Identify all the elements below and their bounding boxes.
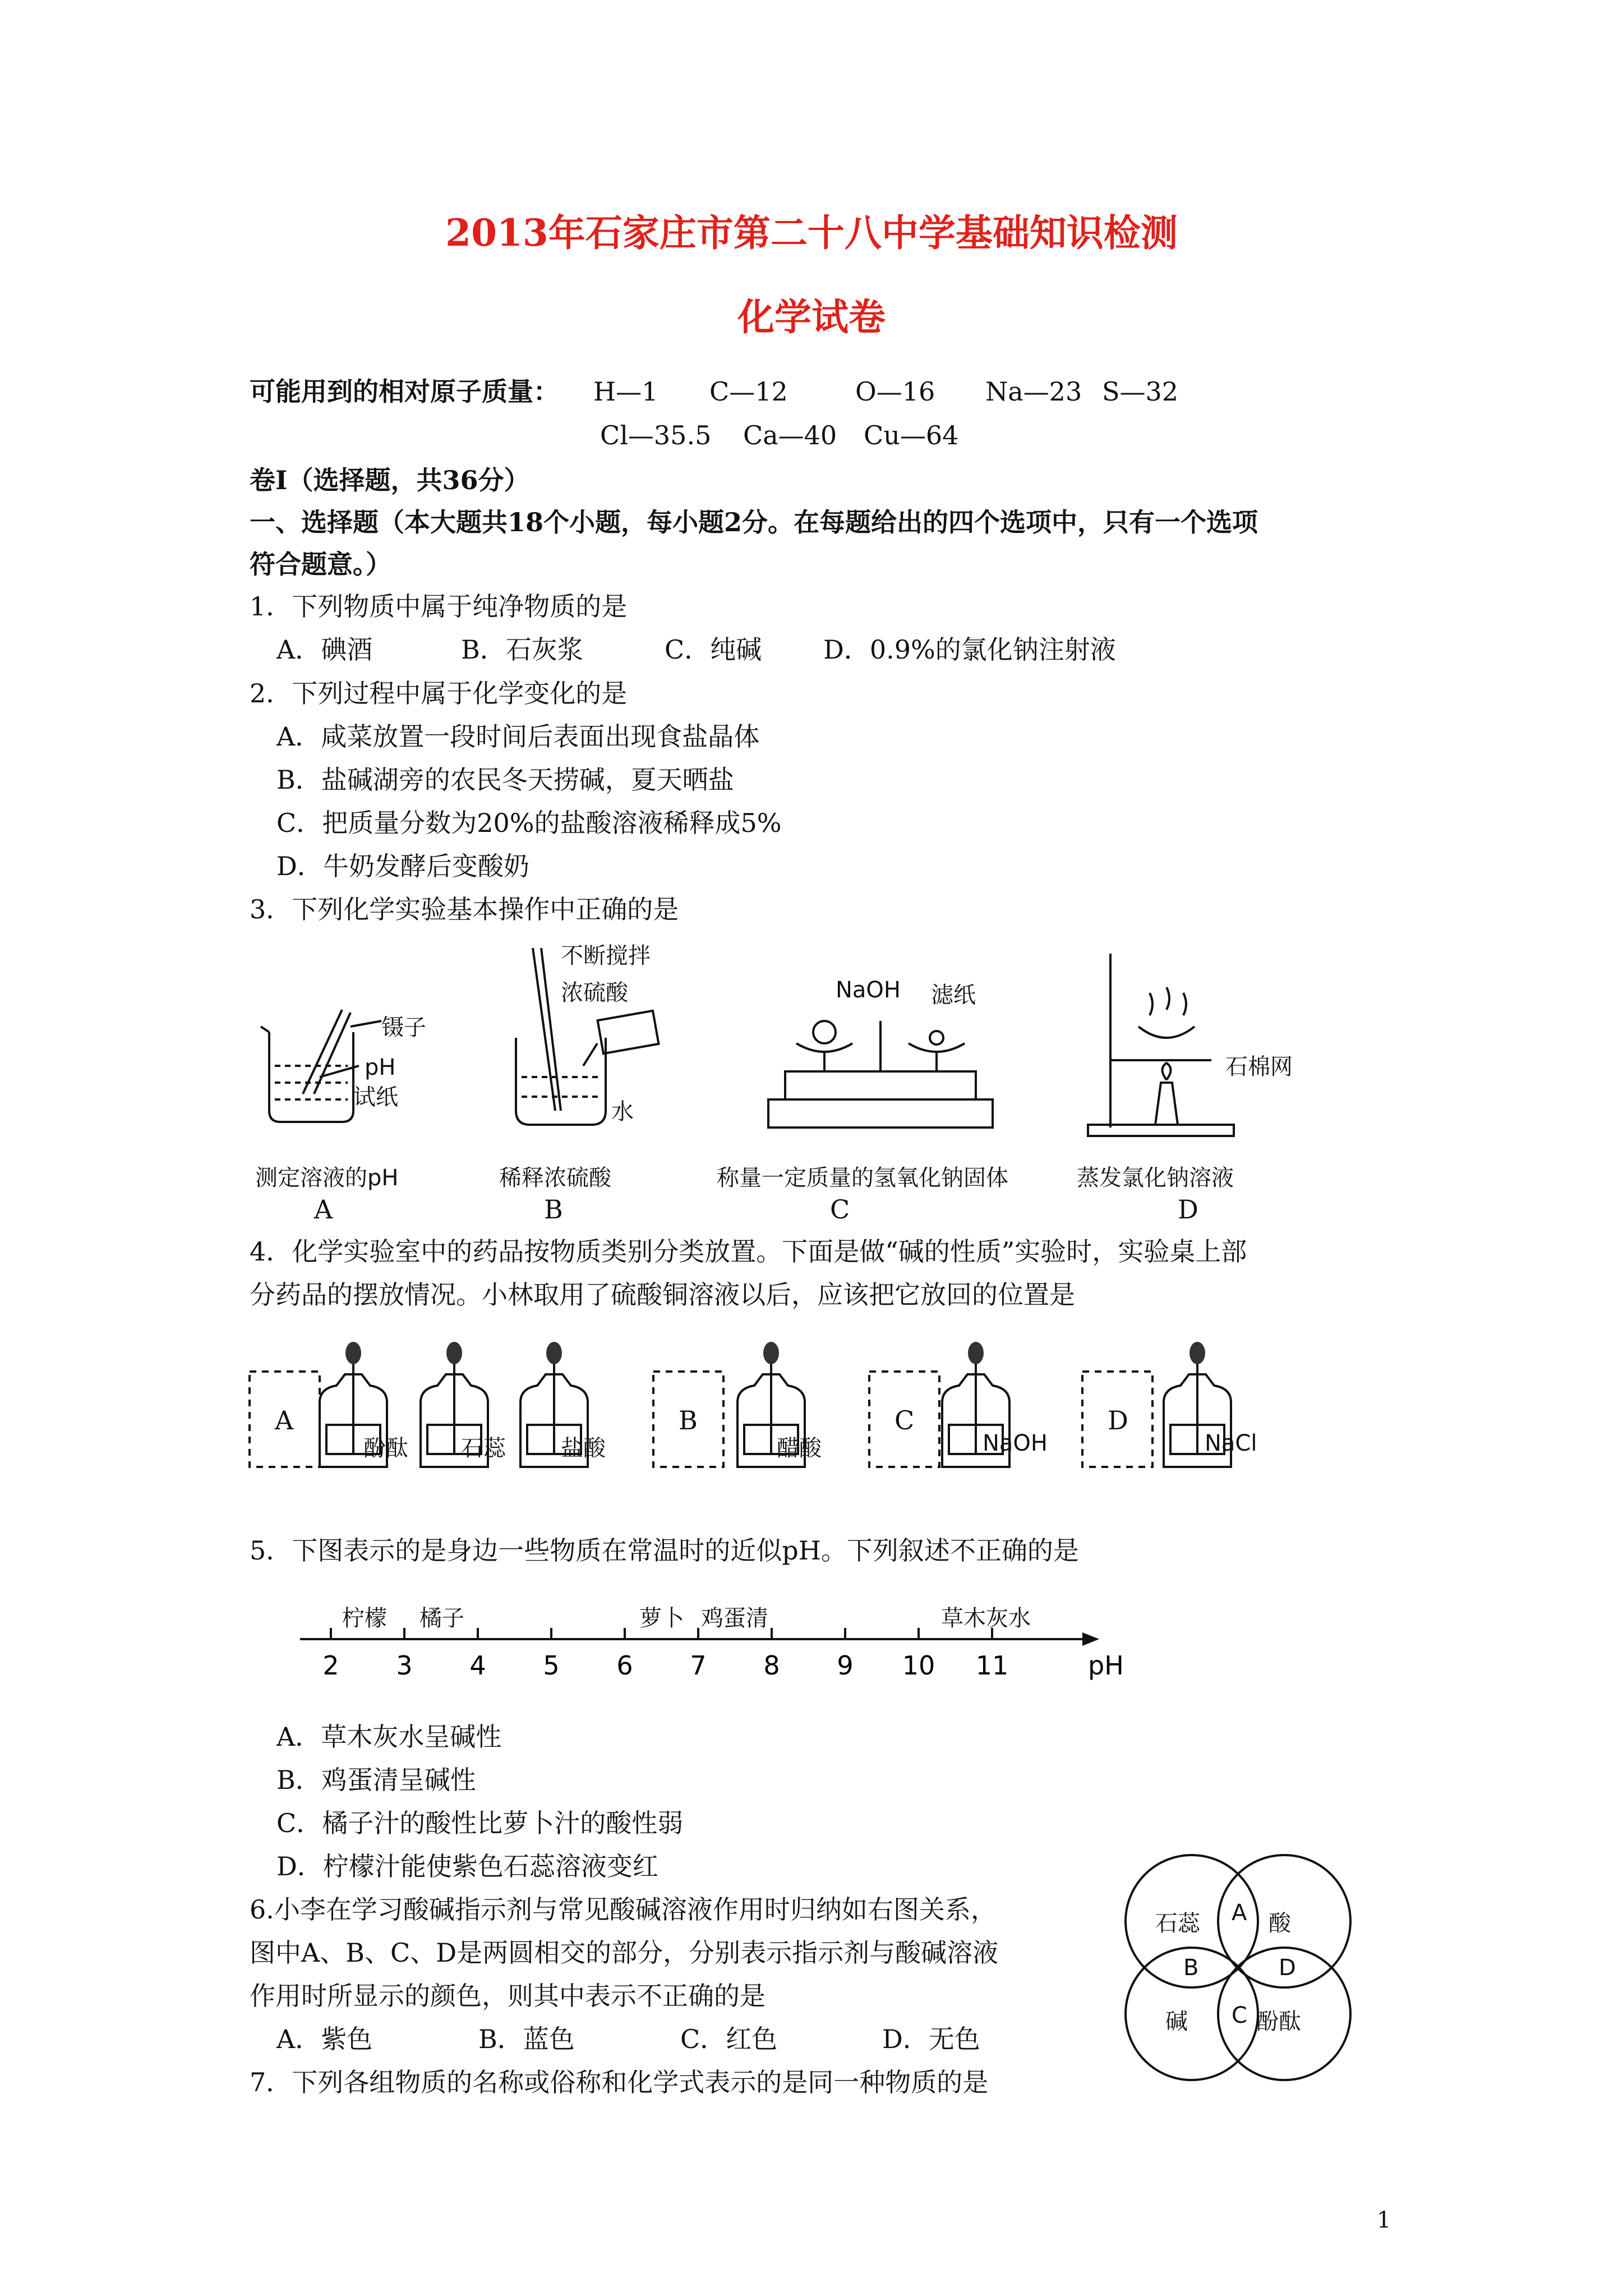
q2-option-a: A．咸菜放置一段时间后表面出现食盐晶体 <box>276 721 760 752</box>
q3-b-letter: B <box>544 1194 563 1225</box>
atomic-mass-h: H—1 <box>593 376 658 407</box>
ph-tick-label: 2 <box>322 1650 339 1681</box>
q3-figure-c-balance <box>763 999 998 1133</box>
q3-c-caption: 称量一定质量的氢氧化钠固体 <box>717 1165 1008 1191</box>
q5-stem: 5．下图表示的是身边一些物质在常温时的近似pH。下列叙述不正确的是 <box>250 1535 1079 1566</box>
q3-figure-b-dilution <box>499 942 684 1133</box>
q6-stem-line1: 6.小李在学习酸碱指示剂与常见酸碱溶液作用时归纳如右图关系， <box>250 1894 997 1925</box>
q1-option-b: B．石灰浆 <box>461 634 583 665</box>
exam-subtitle: 化学试卷 <box>737 295 886 339</box>
q6-region-d: D <box>1279 1955 1296 1981</box>
q4-slot-a: A <box>275 1405 294 1435</box>
q5-substance-egg-white: 鸡蛋清 <box>701 1605 768 1631</box>
q6-circle-phenolphthalein: 酚酞 <box>1256 2009 1301 2035</box>
q6-circle-acid: 酸 <box>1269 1911 1291 1936</box>
q6-circle-base: 碱 <box>1165 2009 1188 2035</box>
q6-option-b: B．蓝色 <box>478 2024 575 2054</box>
q5-option-c: C．橘子汁的酸性比萝卜汁的酸性弱 <box>276 1808 684 1838</box>
q5-option-b: B．鸡蛋清呈碱性 <box>276 1765 476 1795</box>
atomic-mass-na: Na—23 <box>985 376 1082 407</box>
atomic-mass-ca: Ca—40 <box>743 420 837 450</box>
atomic-mass-o: O—16 <box>855 376 935 407</box>
q3-b-label-acid: 浓硫酸 <box>561 980 628 1006</box>
q3-c-letter: C <box>830 1194 850 1225</box>
exam-title: 2013年石家庄市第二十八中学基础知识检测 <box>445 211 1178 255</box>
q4-bottle-hcl: 盐酸 <box>561 1435 606 1461</box>
q6-stem-line3: 作用时所显示的颜色，则其中表示不正确的是 <box>250 1981 766 2011</box>
q3-c-label-filterpaper: 滤纸 <box>931 982 976 1008</box>
q4-stem-line1: 4．化学实验室中的药品按物质类别分类放置。下面是做“碱的性质”实验时，实验桌上部 <box>250 1236 1247 1267</box>
q3-a-caption: 测定溶液的pH <box>255 1165 399 1191</box>
ph-tick-label: 6 <box>616 1650 633 1681</box>
q2-option-b: B．盐碱湖旁的农民冬天捞碱，夏天晒盐 <box>276 765 734 795</box>
ph-tick-label: 5 <box>543 1650 560 1681</box>
q5-substance-orange: 橘子 <box>419 1605 464 1631</box>
q3-a-label-paper: 试纸 <box>353 1084 398 1110</box>
q3-b-label-stir: 不断搅拌 <box>561 943 651 969</box>
ph-unit-label: pH <box>1088 1650 1124 1681</box>
q2-option-d: D．牛奶发酵后变酸奶 <box>276 851 529 881</box>
q4-stem-line2: 分药品的摆放情况。小林取用了硫酸铜溶液以后，应该把它放回的位置是 <box>250 1280 1075 1310</box>
ph-tick-label: 8 <box>763 1650 780 1681</box>
q5-substance-radish: 萝卜 <box>639 1605 684 1631</box>
q4-slot-c: C <box>895 1405 915 1435</box>
q4-bottle-phenolphthalein: 酚酞 <box>363 1435 408 1461</box>
q6-stem-line2: 图中A、B、C、D是两圆相交的部分，分别表示指示剂与酸碱溶液 <box>250 1938 999 1968</box>
q4-bottle-nacl: NaCl <box>1205 1430 1257 1456</box>
q6-circle-litmus: 石蕊 <box>1155 1911 1200 1936</box>
q6-venn-diagram <box>1122 1851 1357 2087</box>
ph-tick-label: 11 <box>975 1650 1009 1681</box>
q3-b-label-water: 水 <box>611 1099 634 1125</box>
q3-stem: 3．下列化学实验基本操作中正确的是 <box>250 894 679 924</box>
q5-substance-lemon: 柠檬 <box>342 1605 387 1631</box>
q3-a-label-ph: pH <box>365 1055 396 1080</box>
atomic-mass-s: S—32 <box>1102 376 1179 407</box>
q1-option-a: A．碘酒 <box>276 634 373 665</box>
q3-a-letter: A <box>314 1194 333 1225</box>
atomic-mass-cu: Cu—64 <box>864 420 959 450</box>
q4-bottle-acetic: 醋酸 <box>777 1435 822 1461</box>
q2-stem: 2．下列过程中属于化学变化的是 <box>250 678 628 708</box>
ph-tick-label: 9 <box>837 1650 854 1681</box>
q5-option-d: D．柠檬汁能使紫色石蕊溶液变红 <box>276 1851 658 1881</box>
ph-tick-label: 10 <box>902 1650 935 1681</box>
q4-slot-d: D <box>1108 1405 1128 1435</box>
section-heading-line1: 一、选择题（本大题共18个小题，每小题2分。在每题给出的四个选项中，只有一个选项 <box>250 507 1258 537</box>
q1-stem: 1．下列物质中属于纯净物质的是 <box>250 591 628 622</box>
atomic-mass-c: C—12 <box>709 376 788 407</box>
part-heading: 卷Ⅰ（选择题，共36分） <box>250 465 530 495</box>
ph-tick-label: 4 <box>469 1650 486 1681</box>
q1-option-d: D．0.9%的氯化钠注射液 <box>823 634 1116 665</box>
q4-slot-b: B <box>679 1405 698 1435</box>
q6-region-c: C <box>1232 2003 1247 2028</box>
q6-region-b: B <box>1183 1955 1199 1981</box>
page-number: 1 <box>1377 2207 1391 2233</box>
q3-c-label-naoh: NaOH <box>836 977 901 1003</box>
q3-d-caption: 蒸发氯化钠溶液 <box>1077 1165 1234 1191</box>
ph-tick-label: 7 <box>690 1650 707 1681</box>
q6-option-a: A．紫色 <box>276 2024 373 2054</box>
q4-bottle-litmus: 石蕊 <box>461 1435 506 1461</box>
section-heading-line2: 符合题意。） <box>250 549 391 579</box>
q3-b-caption: 稀释浓硫酸 <box>499 1165 611 1191</box>
q5-substance-plant-ash: 草木灰水 <box>941 1605 1031 1631</box>
q6-option-c: C．红色 <box>680 2024 778 2054</box>
q3-figure-d-evaporation <box>1082 948 1251 1139</box>
q5-option-a: A．草木灰水呈碱性 <box>276 1722 502 1752</box>
q7-stem: 7．下列各组物质的名称或俗称和化学式表示的是同一种物质的是 <box>250 2067 989 2097</box>
q6-option-d: D．无色 <box>882 2024 980 2054</box>
q3-d-letter: D <box>1178 1194 1198 1225</box>
atomic-mass-label: 可能用到的相对原子质量： <box>250 376 559 407</box>
q2-option-c: C．把质量分数为20%的盐酸溶液稀释成5% <box>276 808 782 838</box>
q4-bottle-naoh: NaOH <box>983 1430 1048 1456</box>
q1-option-c: C．纯碱 <box>665 634 762 665</box>
q3-d-label-asbestos: 石棉网 <box>1225 1054 1293 1080</box>
atomic-mass-cl: Cl—35.5 <box>600 420 712 450</box>
q6-region-a: A <box>1232 1900 1247 1926</box>
q3-a-label-tweezers: 镊子 <box>381 1015 426 1041</box>
ph-tick-label: 3 <box>396 1650 413 1681</box>
